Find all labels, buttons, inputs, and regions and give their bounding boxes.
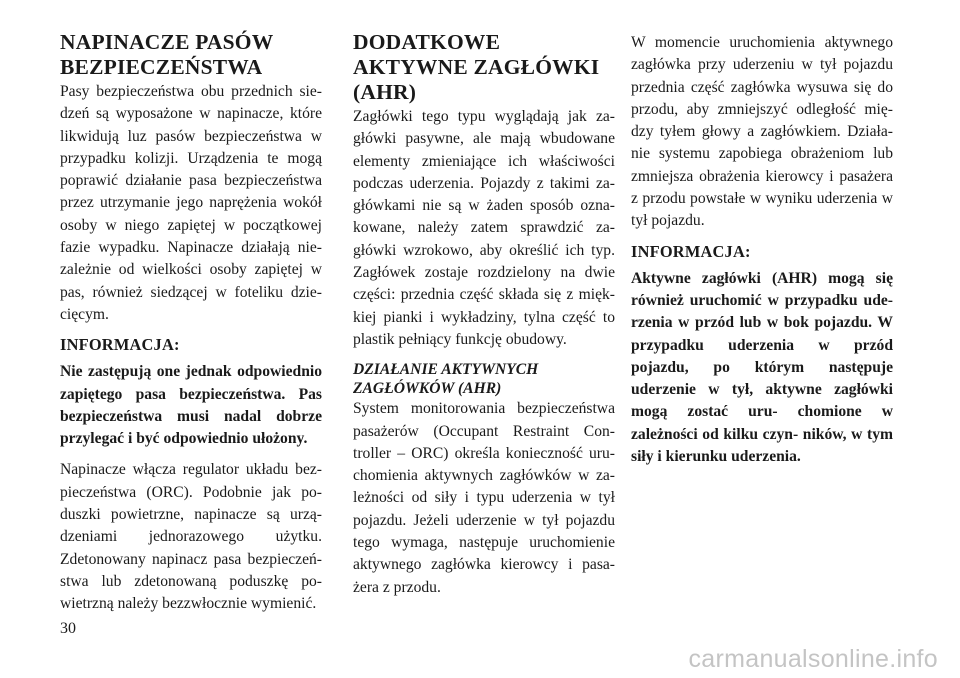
watermark: carmanualsonline.info [688,645,938,673]
right-column [631,32,893,477]
pretensioner-description: Pasy bezpieczeństwa obu przednich sie- dzeń są wyposażone w napinacze, które likwidują luz pasów bezpieczeństwa w przypadku kolizji. Urządzenia te mogą poprawić działanie pasa bezpieczeństwa przez utrzymanie jego naprężenia wokół osoby w niego zapiętej w początkowej fazie wypadku. Napinacze działają nie- zależnie od wielkości osoby zapiętej w pas, również siedzącej w foteliku dzie- cięcym. [60,83,322,323]
pretensioner-activation-text: Napinacze włącza regulator układu bez- pieczeństwa (ORC). Podobnie jak po- duszki powietrzne, napinacze są urzą- dzeniami jednorazowego użytku. Zdetonowany napinacz pasa bezpieczeń- stwa lub zdetonowaną poduszkę po- wietrzną należy bezzwłocznie wymienić. [60,461,322,613]
info-label: INFORMACJA: [631,241,751,261]
section-heading-active-head-restraints: DODATKOWE AKTYWNE ZAGŁÓWKI (AHR) [353,30,600,104]
middle-column [353,30,615,599]
ahr-operation-text: System monitorowania bezpieczeństwa pasażerów (Occupant Restraint Con- troller – ORC) określa konieczność uru- chomienia aktywnych zagłówków w za- leżności od siły i typu uderzenia w tył pojazdu. Jeżeli uderzenie w tył pojazdu tego wymaga, następuje uruchomienie aktywnego zagłówka kierowcy i pasa- żera z przodu. [353,400,615,596]
info-note: Nie zastępują one jednak odpowiednio zapiętego pasa bezpieczeństwa. Pas bezpieczeństwa musi nadal dobrze przylegać i być odpowiednio ułożony. [60,363,322,448]
page-number: 30 [60,620,76,637]
info-note: Aktywne zagłówki (AHR) mogą się również uruchomić w przypadku ude- rzenia w przód lub w bok pojazdu. W przypadku uderzenia w przód pojazdu, po którym następuje uderzenie w tył, aktywne zagłówki mogą zostać uru- chomione w zależności od kilku czyn- ników, w tym siły i kierunku uderzenia. [631,269,893,466]
ahr-deployment-text: W momencie uruchomienia aktywnego zagłówka przy uderzeniu w tył pojazdu przednia część zagłówka wysuwa się do przodu, aby zmniejszyć odległość mię- dzy tyłem głowy a zagłówkiem. Działa- nie systemu zapobiega obrażeniom lub zmniejsza obrażenia kierowcy i pasażera z przodu powstałe w wyniku uderzenia w tył pojazdu. [631,34,893,230]
left-column [60,30,322,616]
section-heading-seatbelt-pretensioners: NAPINACZE PASÓW BEZPIECZEŃSTWA [60,30,274,79]
head-restraint-description: Zagłówki tego typu wyglądają jak za- główki pasywne, ale mają wbudowane elementy zmieniające ich właściwości podczas uderzenia. Pojazdy z takimi za- główkami nie są w żaden sposób ozna- kowane, należy zatem sprawdzić za- główki wzrokowo, aby określić ich typ. Zagłówek zostaje rozdzielony na dwie części: przednia część składa się z mięk- kiej pianki i wykładziny, tylna część to plastik pełniący funkcję obudowy. [353,108,615,348]
info-label: INFORMACJA: [60,335,180,355]
subheading-ahr-operation: DZIAŁANIE AKTYWNYCH ZAGŁÓWKÓW (AHR) [353,361,539,398]
